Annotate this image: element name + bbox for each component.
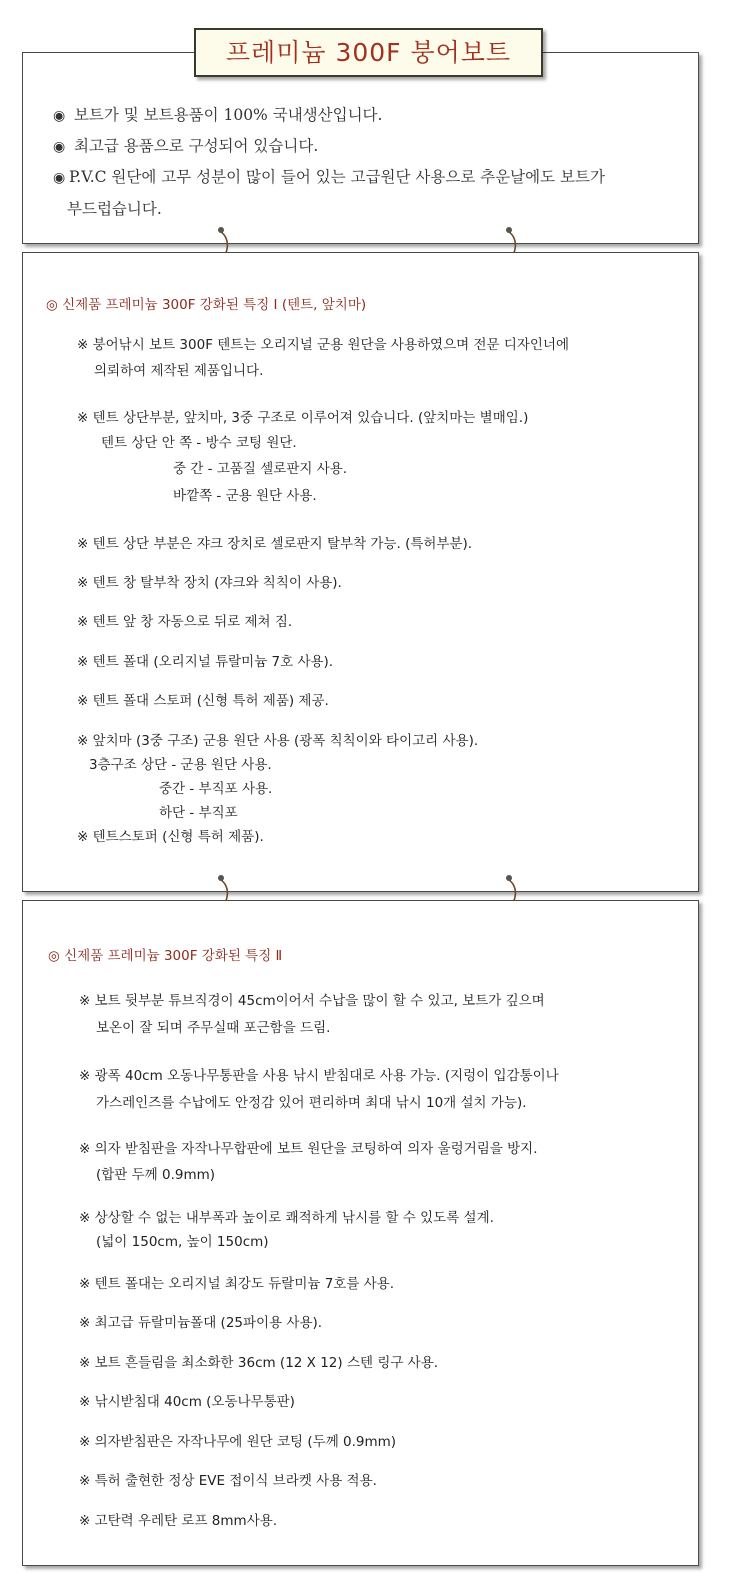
feature-line: ※ 텐트스토퍼 (신형 특허 제품).	[77, 829, 264, 845]
feature-line: ※ 광폭 40cm 오동나무통판을 사용 낚시 받침대로 사용 가능. (지렁이 입감통이나	[79, 1068, 559, 1084]
feature-line: ※ 최고급 듀랄미늄폴대 (25파이용 사용).	[79, 1315, 323, 1331]
intro-item	[53, 100, 382, 131]
feature-line: ※ 앞치마 (3중 구조) 군용 원단 사용 (광폭 칙칙이와 타이고리 사용).	[77, 733, 479, 749]
feature-line: ※ 낚시받침대 40cm (오동나무통판)	[79, 1394, 295, 1410]
intro-item-text: 보트가 및 보트용품이 100% 국내생산입니다.	[73, 106, 383, 124]
feature-line: ※ 의자받침판은 자작나무에 원단 코팅 (두께 0.9mm)	[79, 1434, 397, 1450]
feature-line: ※ 특허 출현한 정상 EVE 접이식 브라켓 사용 적용.	[79, 1473, 377, 1489]
feature-line: 보온이 잘 되며 주무실때 포근함을 드림.	[96, 1020, 331, 1036]
bullet-icon: ◉	[53, 108, 66, 124]
feature-line: ※ 텐트 폴대 (오리지널 튜랄미늄 7호 사용).	[77, 654, 334, 670]
intro-item	[53, 162, 693, 225]
page-title: 프레미늄 300F 붕어보트	[194, 28, 543, 77]
feature-line: (넓이 150cm, 높이 150cm)	[96, 1234, 269, 1250]
intro-item-continuation: 부드럽습니다.	[67, 200, 162, 218]
feature-line: ※ 붕어낚시 보트 300F 텐트는 오리지널 군용 원단을 사용하였으며 전문 디자인너에	[77, 337, 570, 353]
section-title: ◎ 신제품 프레미늄 300F 강화된 특징 I (텐트, 앞치마)	[46, 297, 367, 313]
bullet-icon: ◉	[53, 170, 66, 186]
feature-line: 하단 - 부직포	[159, 805, 238, 821]
feature-line: ※ 의자 받침판을 자작나무합판에 보트 원단을 코팅하여 의자 울렁거림을 방지.	[79, 1141, 538, 1157]
feature-line: 바깥쪽 - 군용 원단 사용.	[173, 488, 317, 504]
bullet-icon: ◉	[53, 139, 66, 155]
feature-line: ※ 보트 흔들림을 최소화한 36cm (12 X 12) 스텐 링구 사용.	[79, 1355, 439, 1371]
feature-line: ※ 보트 뒷부분 튜브직경이 45cm이어서 수납을 많이 할 수 있고, 보트가 깊으며	[79, 993, 545, 1009]
feature-line: 텐트 상단 안 쪽 - 방수 코팅 원단.	[101, 435, 297, 451]
feature-line: ※ 상상할 수 없는 내부폭과 높이로 쾌적하게 낚시를 할 수 있도록 설계.	[79, 1210, 494, 1226]
feature-line: 중 간 - 고품질 셀로판지 사용.	[173, 461, 348, 477]
feature-line: ※ 고탄력 우레탄 로프 8mm사용.	[79, 1513, 278, 1529]
intro-item	[53, 131, 318, 162]
feature-line: ※ 텐트 상단 부분은 쟈크 장치로 셀로판지 탈부착 가능. (특허부분).	[77, 536, 473, 552]
feature-line: ※ 텐트 폴대는 오리지널 최강도 듀랄미늄 7호를 사용.	[79, 1276, 395, 1292]
intro-item-text: 최고급 용품으로 구성되어 있습니다.	[73, 137, 319, 155]
feature-line: ※ 텐트 창 탈부착 장치 (쟈크와 칙칙이 사용).	[77, 575, 342, 591]
feature-line: 3층구조 상단 - 군용 원단 사용.	[89, 757, 272, 773]
section-title: ◎ 신제품 프레미늄 300F 강화된 특징 Ⅱ	[48, 948, 283, 964]
feature-line: 의뢰하여 제작된 제품입니다.	[94, 363, 264, 379]
feature-line: (합판 두께 0.9mm)	[96, 1167, 216, 1183]
feature-line: ※ 텐트 앞 창 자동으로 뒤로 제쳐 짐.	[77, 614, 293, 630]
feature-line: ※ 텐트 상단부분, 앞치마, 3중 구조로 이루어져 있습니다. (앞치마는 별매임.)	[77, 410, 529, 426]
intro-item-text: P.V.C 원단에 고무 성분이 많이 들어 있는 고급원단 사용으로 추운날에도 보트가	[69, 168, 605, 186]
feature-line: 가스레인즈를 수납에도 안정감 있어 편리하며 최대 낚시 10개 설치 가능).	[96, 1095, 527, 1111]
feature-line: 중간 - 부직포 사용.	[159, 781, 273, 797]
feature-line: ※ 텐트 폴대 스토퍼 (신형 특허 제품) 제공.	[77, 693, 329, 709]
